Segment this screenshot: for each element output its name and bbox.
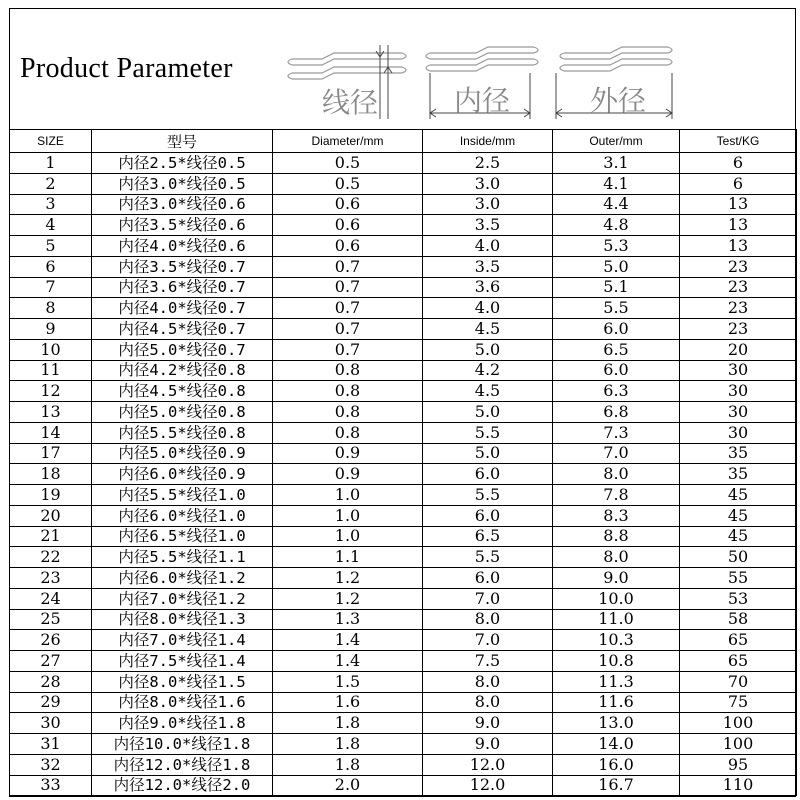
model-cell: 内径3.6*线径0.7 bbox=[92, 277, 273, 298]
diameter-cell: 0.6 bbox=[273, 194, 423, 215]
table-row bbox=[10, 464, 797, 485]
outer-cell: 8.0 bbox=[553, 464, 680, 485]
table-row bbox=[10, 651, 797, 672]
inside-cell: 4.5 bbox=[423, 381, 553, 402]
size-cell: 30 bbox=[10, 713, 92, 734]
model-cell: 内径7.0*线径1.2 bbox=[92, 588, 273, 609]
table-row bbox=[10, 588, 797, 609]
outer-cell: 3.1 bbox=[553, 153, 680, 174]
inside-cell: 5.0 bbox=[423, 443, 553, 464]
size-cell: 13 bbox=[10, 402, 92, 423]
test-cell: 30 bbox=[680, 381, 797, 402]
model-cell: 内径4.5*线径0.7 bbox=[92, 319, 273, 340]
test-cell: 30 bbox=[680, 360, 797, 381]
table-row bbox=[10, 734, 797, 755]
inside-cell: 3.0 bbox=[423, 173, 553, 194]
outer-cell: 6.0 bbox=[553, 319, 680, 340]
size-cell: 23 bbox=[10, 568, 92, 589]
inside-cell: 5.0 bbox=[423, 339, 553, 360]
model-cell: 内径8.0*线径1.3 bbox=[92, 609, 273, 630]
test-cell: 23 bbox=[680, 256, 797, 277]
size-cell: 14 bbox=[10, 422, 92, 443]
model-cell: 内径5.0*线径0.7 bbox=[92, 339, 273, 360]
table-row bbox=[10, 298, 797, 319]
test-cell: 30 bbox=[680, 422, 797, 443]
diameter-cell: 0.7 bbox=[273, 339, 423, 360]
diameter-cell: 1.0 bbox=[273, 526, 423, 547]
model-cell: 内径3.0*线径0.5 bbox=[92, 173, 273, 194]
col-header-diameter: Diameter/mm bbox=[273, 130, 423, 153]
model-cell: 内径4.0*线径0.7 bbox=[92, 298, 273, 319]
inside-cell: 4.0 bbox=[423, 236, 553, 257]
size-cell: 33 bbox=[10, 775, 92, 796]
test-cell: 65 bbox=[680, 630, 797, 651]
size-cell: 3 bbox=[10, 194, 92, 215]
inside-cell: 5.5 bbox=[423, 422, 553, 443]
model-cell: 内径5.0*线径0.8 bbox=[92, 402, 273, 423]
model-cell: 内径8.0*线径1.5 bbox=[92, 671, 273, 692]
size-cell: 4 bbox=[10, 215, 92, 236]
inside-cell: 3.6 bbox=[423, 277, 553, 298]
model-cell: 内径9.0*线径1.8 bbox=[92, 713, 273, 734]
model-cell: 内径12.0*线径2.0 bbox=[92, 775, 273, 796]
col-header-outer: Outer/mm bbox=[553, 130, 680, 153]
size-cell: 19 bbox=[10, 485, 92, 506]
model-cell: 内径5.5*线径0.8 bbox=[92, 422, 273, 443]
table-header-row bbox=[10, 130, 797, 153]
test-cell: 53 bbox=[680, 588, 797, 609]
inside-cell: 8.0 bbox=[423, 692, 553, 713]
outer-cell: 14.0 bbox=[553, 734, 680, 755]
col-header-inside: Inside/mm bbox=[423, 130, 553, 153]
inside-cell: 7.0 bbox=[423, 630, 553, 651]
diameter-cell: 0.5 bbox=[273, 153, 423, 174]
diameter-cell: 1.8 bbox=[273, 754, 423, 775]
outer-diameter-label: 外径 bbox=[590, 84, 647, 117]
inside-cell: 6.0 bbox=[423, 464, 553, 485]
size-cell: 25 bbox=[10, 609, 92, 630]
inside-cell: 4.5 bbox=[423, 319, 553, 340]
size-cell: 1 bbox=[10, 153, 92, 174]
table-row bbox=[10, 173, 797, 194]
table-row bbox=[10, 775, 797, 796]
table-row bbox=[10, 339, 797, 360]
parameter-table bbox=[9, 129, 797, 796]
size-cell: 11 bbox=[10, 360, 92, 381]
outer-cell: 6.3 bbox=[553, 381, 680, 402]
model-cell: 内径6.5*线径1.0 bbox=[92, 526, 273, 547]
table-row bbox=[10, 360, 797, 381]
model-cell: 内径4.0*线径0.6 bbox=[92, 236, 273, 257]
test-cell: 13 bbox=[680, 236, 797, 257]
outer-cell: 8.0 bbox=[553, 547, 680, 568]
diameter-cell: 0.9 bbox=[273, 464, 423, 485]
model-cell: 内径6.0*线径1.0 bbox=[92, 505, 273, 526]
inside-cell: 7.0 bbox=[423, 588, 553, 609]
diameter-cell: 0.6 bbox=[273, 215, 423, 236]
model-cell: 内径5.0*线径0.9 bbox=[92, 443, 273, 464]
inside-cell: 12.0 bbox=[423, 775, 553, 796]
test-cell: 55 bbox=[680, 568, 797, 589]
table-row bbox=[10, 422, 797, 443]
diameter-cell: 0.9 bbox=[273, 443, 423, 464]
table-row bbox=[10, 609, 797, 630]
diameter-cell: 1.4 bbox=[273, 630, 423, 651]
model-cell: 内径6.0*线径0.9 bbox=[92, 464, 273, 485]
diameter-cell: 0.7 bbox=[273, 319, 423, 340]
table-row bbox=[10, 505, 797, 526]
outer-cell: 11.0 bbox=[553, 609, 680, 630]
outer-cell: 5.3 bbox=[553, 236, 680, 257]
inside-cell: 5.0 bbox=[423, 402, 553, 423]
size-cell: 6 bbox=[10, 256, 92, 277]
outer-cell: 7.8 bbox=[553, 485, 680, 506]
outer-cell: 6.0 bbox=[553, 360, 680, 381]
inside-cell: 3.0 bbox=[423, 194, 553, 215]
test-cell: 13 bbox=[680, 215, 797, 236]
model-cell: 内径3.0*线径0.6 bbox=[92, 194, 273, 215]
table-row bbox=[10, 236, 797, 257]
inside-cell: 12.0 bbox=[423, 754, 553, 775]
model-cell: 内径3.5*线径0.7 bbox=[92, 256, 273, 277]
diameter-cell: 1.8 bbox=[273, 734, 423, 755]
outer-cell: 4.1 bbox=[553, 173, 680, 194]
outer-cell: 16.0 bbox=[553, 754, 680, 775]
size-cell: 28 bbox=[10, 671, 92, 692]
inside-cell: 9.0 bbox=[423, 734, 553, 755]
size-cell: 29 bbox=[10, 692, 92, 713]
size-cell: 2 bbox=[10, 173, 92, 194]
diameter-cell: 1.0 bbox=[273, 485, 423, 506]
table-row bbox=[10, 277, 797, 298]
model-cell: 内径6.0*线径1.2 bbox=[92, 568, 273, 589]
outer-cell: 6.5 bbox=[553, 339, 680, 360]
size-cell: 17 bbox=[10, 443, 92, 464]
parameter-sheet bbox=[9, 8, 796, 797]
test-cell: 13 bbox=[680, 194, 797, 215]
outer-cell: 11.6 bbox=[553, 692, 680, 713]
diameter-cell: 0.8 bbox=[273, 422, 423, 443]
model-cell: 内径8.0*线径1.6 bbox=[92, 692, 273, 713]
diameter-cell: 1.0 bbox=[273, 505, 423, 526]
test-cell: 45 bbox=[680, 526, 797, 547]
test-cell: 23 bbox=[680, 298, 797, 319]
size-cell: 12 bbox=[10, 381, 92, 402]
outer-cell: 7.3 bbox=[553, 422, 680, 443]
wire-diameter-label: 线径 bbox=[322, 86, 379, 119]
table-row bbox=[10, 713, 797, 734]
test-cell: 65 bbox=[680, 651, 797, 672]
diameter-cell: 0.8 bbox=[273, 402, 423, 423]
table-row bbox=[10, 381, 797, 402]
size-cell: 20 bbox=[10, 505, 92, 526]
outer-cell: 8.8 bbox=[553, 526, 680, 547]
inside-cell: 2.5 bbox=[423, 153, 553, 174]
outer-cell: 6.8 bbox=[553, 402, 680, 423]
model-cell: 内径7.5*线径1.4 bbox=[92, 651, 273, 672]
inside-cell: 4.2 bbox=[423, 360, 553, 381]
diameter-cell: 0.8 bbox=[273, 381, 423, 402]
table-row bbox=[10, 215, 797, 236]
inside-cell: 6.5 bbox=[423, 526, 553, 547]
model-cell: 内径2.5*线径0.5 bbox=[92, 153, 273, 174]
outer-cell: 5.0 bbox=[553, 256, 680, 277]
test-cell: 20 bbox=[680, 339, 797, 360]
table-row bbox=[10, 443, 797, 464]
wire-diameter-diagram bbox=[282, 43, 410, 121]
size-cell: 27 bbox=[10, 651, 92, 672]
test-cell: 58 bbox=[680, 609, 797, 630]
inside-cell: 9.0 bbox=[423, 713, 553, 734]
table-row bbox=[10, 692, 797, 713]
diameter-cell: 1.5 bbox=[273, 671, 423, 692]
size-cell: 8 bbox=[10, 298, 92, 319]
size-cell: 32 bbox=[10, 754, 92, 775]
table-row bbox=[10, 671, 797, 692]
size-cell: 5 bbox=[10, 236, 92, 257]
inside-cell: 5.5 bbox=[423, 485, 553, 506]
model-cell: 内径3.5*线径0.6 bbox=[92, 215, 273, 236]
diameter-cell: 1.6 bbox=[273, 692, 423, 713]
diameter-cell: 1.2 bbox=[273, 568, 423, 589]
inside-cell: 5.5 bbox=[423, 547, 553, 568]
sheet-header bbox=[10, 9, 795, 129]
model-cell: 内径7.0*线径1.4 bbox=[92, 630, 273, 651]
outer-cell: 9.0 bbox=[553, 568, 680, 589]
table-body bbox=[10, 153, 797, 796]
col-header-test: Test/KG bbox=[680, 130, 797, 153]
test-cell: 30 bbox=[680, 402, 797, 423]
col-header-model: 型号 bbox=[92, 130, 273, 153]
outer-cell: 8.3 bbox=[553, 505, 680, 526]
col-header-size: SIZE bbox=[10, 130, 92, 153]
test-cell: 100 bbox=[680, 734, 797, 755]
inside-cell: 8.0 bbox=[423, 671, 553, 692]
outer-cell: 4.8 bbox=[553, 215, 680, 236]
outer-cell: 13.0 bbox=[553, 713, 680, 734]
diameter-cell: 1.8 bbox=[273, 713, 423, 734]
test-cell: 6 bbox=[680, 173, 797, 194]
inside-cell: 4.0 bbox=[423, 298, 553, 319]
table-row bbox=[10, 526, 797, 547]
inside-cell: 6.0 bbox=[423, 568, 553, 589]
test-cell: 23 bbox=[680, 319, 797, 340]
size-cell: 10 bbox=[10, 339, 92, 360]
test-cell: 35 bbox=[680, 464, 797, 485]
test-cell: 110 bbox=[680, 775, 797, 796]
diameter-cell: 0.5 bbox=[273, 173, 423, 194]
diameter-cell: 2.0 bbox=[273, 775, 423, 796]
test-cell: 23 bbox=[680, 277, 797, 298]
table-row bbox=[10, 194, 797, 215]
diameter-cell: 0.6 bbox=[273, 236, 423, 257]
outer-cell: 11.3 bbox=[553, 671, 680, 692]
table-row bbox=[10, 319, 797, 340]
inside-cell: 3.5 bbox=[423, 256, 553, 277]
model-cell: 内径5.5*线径1.1 bbox=[92, 547, 273, 568]
model-cell: 内径4.5*线径0.8 bbox=[92, 381, 273, 402]
table-row bbox=[10, 754, 797, 775]
test-cell: 50 bbox=[680, 547, 797, 568]
outer-diameter-diagram bbox=[550, 43, 678, 121]
size-cell: 21 bbox=[10, 526, 92, 547]
outer-cell: 4.4 bbox=[553, 194, 680, 215]
test-cell: 45 bbox=[680, 485, 797, 506]
outer-cell: 5.1 bbox=[553, 277, 680, 298]
model-cell: 内径5.5*线径1.0 bbox=[92, 485, 273, 506]
size-cell: 7 bbox=[10, 277, 92, 298]
table-row bbox=[10, 547, 797, 568]
page-title: Product Parameter bbox=[20, 53, 233, 84]
model-cell: 内径12.0*线径1.8 bbox=[92, 754, 273, 775]
inner-diameter-diagram bbox=[416, 43, 544, 121]
outer-cell: 10.3 bbox=[553, 630, 680, 651]
test-cell: 75 bbox=[680, 692, 797, 713]
diameter-cell: 1.1 bbox=[273, 547, 423, 568]
model-cell: 内径10.0*线径1.8 bbox=[92, 734, 273, 755]
diameter-cell: 1.3 bbox=[273, 609, 423, 630]
diameter-cell: 0.7 bbox=[273, 277, 423, 298]
size-cell: 31 bbox=[10, 734, 92, 755]
diameter-cell: 0.8 bbox=[273, 360, 423, 381]
size-cell: 22 bbox=[10, 547, 92, 568]
table-row bbox=[10, 630, 797, 651]
inside-cell: 3.5 bbox=[423, 215, 553, 236]
test-cell: 70 bbox=[680, 671, 797, 692]
outer-cell: 5.5 bbox=[553, 298, 680, 319]
table-row bbox=[10, 153, 797, 174]
test-cell: 6 bbox=[680, 153, 797, 174]
outer-cell: 7.0 bbox=[553, 443, 680, 464]
table-row bbox=[10, 256, 797, 277]
size-cell: 26 bbox=[10, 630, 92, 651]
diameter-cell: 0.7 bbox=[273, 298, 423, 319]
test-cell: 45 bbox=[680, 505, 797, 526]
outer-cell: 10.0 bbox=[553, 588, 680, 609]
diameter-cell: 1.4 bbox=[273, 651, 423, 672]
inside-cell: 7.5 bbox=[423, 651, 553, 672]
diameter-cell: 1.2 bbox=[273, 588, 423, 609]
size-cell: 18 bbox=[10, 464, 92, 485]
table-row bbox=[10, 485, 797, 506]
table-row bbox=[10, 402, 797, 423]
test-cell: 95 bbox=[680, 754, 797, 775]
outer-cell: 10.8 bbox=[553, 651, 680, 672]
table-row bbox=[10, 568, 797, 589]
inside-cell: 8.0 bbox=[423, 609, 553, 630]
model-cell: 内径4.2*线径0.8 bbox=[92, 360, 273, 381]
test-cell: 35 bbox=[680, 443, 797, 464]
size-cell: 24 bbox=[10, 588, 92, 609]
diameter-cell: 0.7 bbox=[273, 256, 423, 277]
size-cell: 9 bbox=[10, 319, 92, 340]
outer-cell: 16.7 bbox=[553, 775, 680, 796]
inner-diameter-label: 内径 bbox=[454, 84, 511, 117]
test-cell: 100 bbox=[680, 713, 797, 734]
inside-cell: 6.0 bbox=[423, 505, 553, 526]
